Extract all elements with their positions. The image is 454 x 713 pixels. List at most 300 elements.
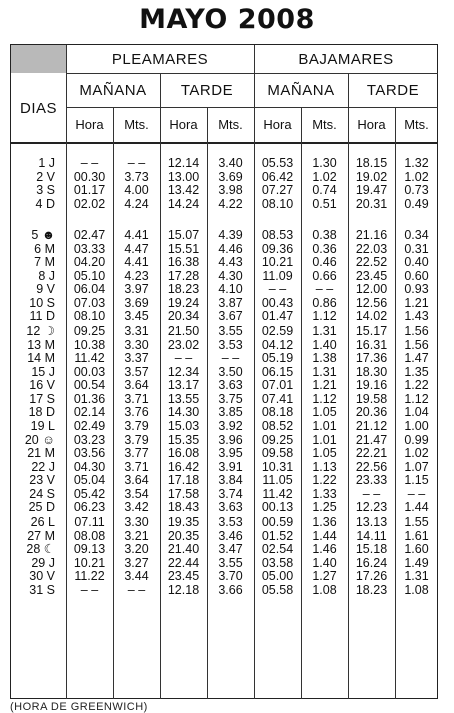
bajamar-tarde-mts-cell: 1.15 xyxy=(404,473,429,487)
pleamar-tarde-mts-cell: 3.98 xyxy=(218,183,243,197)
dia-cell: 31 S xyxy=(29,582,55,597)
table-header xyxy=(11,45,437,143)
pleamar-manana-hora-cell: 04.20 xyxy=(73,255,106,269)
bajamar-tarde-mts-cell: 0.49 xyxy=(404,196,429,211)
pleamar-tarde-mts-cell: 3.75 xyxy=(218,391,243,406)
bajamar-tarde-hora-cell: 12.56 xyxy=(355,295,388,310)
bajamar-manana-hora-cell: 08.18 xyxy=(261,405,294,419)
table-row xyxy=(11,339,437,353)
bajamar-tarde-hora-cell: 20.31 xyxy=(355,196,388,211)
pleamar-manana-mts-cell: – – xyxy=(127,582,146,597)
dia-cell: 29 J xyxy=(31,555,55,570)
pleamar-manana-mts-cell: 3.45 xyxy=(124,309,149,323)
pleamar-manana-hora-cell: 00.30 xyxy=(73,169,106,184)
mts-header: Mts. xyxy=(124,117,149,132)
bajamar-tarde-hora-cell: 15.17 xyxy=(355,324,388,338)
dia-cell: 9 V xyxy=(36,282,55,296)
bajamar-tarde-hora-cell: 16.31 xyxy=(355,337,388,352)
bajamar-tarde-hora-cell: 21.16 xyxy=(355,228,388,242)
pleamar-manana-mts-cell: 3.97 xyxy=(124,282,149,296)
pleamar-tarde-mts-cell: 4.10 xyxy=(218,282,243,296)
bajamar-manana-mts-cell: 1.12 xyxy=(312,391,337,406)
dia-cell: 12 ☽ xyxy=(26,324,55,338)
pleamar-tarde-mts-cell: 3.92 xyxy=(218,419,243,433)
pleamar-tarde-hora-cell: 15.51 xyxy=(167,241,200,256)
bajamar-tarde-mts-cell: 1.07 xyxy=(404,459,429,474)
bajamar-tarde-mts-cell: 1.56 xyxy=(404,337,429,352)
bajamar-tarde-mts-cell: 1.35 xyxy=(404,364,429,379)
table-row xyxy=(11,243,437,257)
pleamar-tarde-hora-cell: 21.50 xyxy=(167,324,200,338)
pleamar-tarde-mts-cell: 3.63 xyxy=(218,378,243,392)
pleamar-manana-mts-cell: 4.00 xyxy=(124,183,149,197)
pleamar-manana-mts-cell: 3.30 xyxy=(124,515,149,529)
bajamar-tarde-hora-cell: 19.47 xyxy=(355,183,388,197)
bajamar-tarde-mts-cell: 1.21 xyxy=(404,295,429,310)
pleamar-manana-mts-cell: 3.64 xyxy=(124,473,149,487)
pleamar-manana-mts-cell: 3.37 xyxy=(124,351,149,365)
bajamar-tarde-hora-cell: 18.30 xyxy=(355,364,388,379)
bajamar-tarde-hora-cell: 23.33 xyxy=(355,473,388,487)
bajamar-tarde-hora-cell: 15.18 xyxy=(355,542,388,556)
pleamar-manana-mts-cell: 4.24 xyxy=(124,196,149,211)
dia-cell: 6 M xyxy=(34,241,55,256)
pleamar-tarde-mts-cell: 4.46 xyxy=(218,241,243,256)
pleamar-manana-mts-cell: 4.41 xyxy=(124,255,149,269)
bajamar-tarde-hora-cell: 22.56 xyxy=(355,459,388,474)
bajamar-tarde-hora-cell: 20.36 xyxy=(355,405,388,419)
bajamar-manana-mts-cell: 0.38 xyxy=(312,228,337,242)
table-row xyxy=(11,171,437,185)
dia-cell: 2 V xyxy=(36,169,55,184)
bajamar-manana-hora-cell: 08.10 xyxy=(261,196,294,211)
bajamar-manana-mts-cell: 1.05 xyxy=(312,405,337,419)
pleamar-manana-mts-cell: 3.79 xyxy=(124,432,149,447)
bajamar-tarde-mts-cell: 1.32 xyxy=(404,156,429,170)
bajamar-manana-hora-cell: 02.59 xyxy=(261,324,294,338)
bajamar-tarde-hora-cell: 14.02 xyxy=(355,309,388,323)
bajamar-manana-mts-cell: 1.12 xyxy=(312,309,337,323)
table-row xyxy=(11,557,437,571)
bajamar-manana-hora-cell: 07.01 xyxy=(261,378,294,392)
bajamar-tarde-mts-cell: 0.31 xyxy=(404,241,429,256)
bajamar-manana-mts-cell: 1.40 xyxy=(312,337,337,352)
pleamar-tarde-mts-cell: 3.84 xyxy=(218,473,243,487)
pleamar-manana-mts-cell: 3.57 xyxy=(124,364,149,379)
bajamar-manana-mts-cell: 0.36 xyxy=(312,241,337,256)
table-row xyxy=(11,157,437,171)
bajamar-manana-mts-cell: – – xyxy=(315,282,334,296)
bajamar-tarde-header: TARDE xyxy=(366,81,420,99)
dia-cell: 15 J xyxy=(31,364,55,379)
pleamar-tarde-hora-cell: 17.58 xyxy=(167,486,200,501)
pleamar-manana-mts-cell: 4.47 xyxy=(124,241,149,256)
bajamar-tarde-hora-cell: 14.11 xyxy=(356,528,387,543)
bajamar-tarde-hora-cell: 12.00 xyxy=(355,282,388,296)
table-row xyxy=(11,530,437,544)
dia-cell: 4 D xyxy=(35,196,55,211)
pleamar-tarde-header: TARDE xyxy=(180,81,234,99)
pleamar-manana-mts-cell: 3.79 xyxy=(124,419,149,433)
pleamar-tarde-mts-cell: 3.50 xyxy=(218,364,243,379)
pleamar-manana-hora-cell: 06.23 xyxy=(73,500,106,514)
bajamar-manana-mts-cell: 1.21 xyxy=(312,378,337,392)
table-row xyxy=(11,366,437,380)
table-row xyxy=(11,447,437,461)
pleamar-manana-hora-cell: 04.30 xyxy=(73,459,106,474)
pleamar-tarde-hora-cell: 13.00 xyxy=(167,169,200,184)
bajamar-tarde-mts-cell: 1.22 xyxy=(404,378,429,392)
pleamar-manana-mts-cell: 4.23 xyxy=(124,268,149,283)
pleamar-tarde-mts-cell: 3.46 xyxy=(218,528,243,543)
bajamar-tarde-mts-cell: 1.02 xyxy=(404,169,429,184)
bajamar-tarde-mts-cell: 1.12 xyxy=(404,391,429,406)
pleamar-manana-hora-cell: 01.36 xyxy=(73,391,106,406)
bajamar-tarde-mts-cell: 0.60 xyxy=(404,268,429,283)
bajamar-manana-hora-cell: 01.52 xyxy=(261,528,294,543)
pleamar-tarde-hora-cell: 21.40 xyxy=(167,542,200,556)
pleamar-tarde-hora-cell: 18.23 xyxy=(167,282,200,296)
pleamar-tarde-hora-cell: 19.35 xyxy=(167,515,200,529)
pleamar-tarde-hora-cell: – – xyxy=(174,351,193,365)
bajamar-manana-hora-cell: 07.41 xyxy=(261,391,294,406)
pleamar-tarde-mts-cell: 4.39 xyxy=(218,228,243,242)
pleamar-tarde-hora-cell: 13.42 xyxy=(167,183,200,197)
bajamar-tarde-hora-cell: 18.23 xyxy=(355,582,388,597)
bajamares-header: BAJAMARES xyxy=(298,50,394,68)
bajamar-manana-hora-cell: 04.12 xyxy=(261,337,294,352)
dia-cell: 30 V xyxy=(29,569,55,583)
table-row xyxy=(11,461,437,475)
pleamar-manana-mts-cell: 3.73 xyxy=(124,169,149,184)
bajamar-manana-mts-cell: 0.66 xyxy=(312,268,337,283)
bajamar-manana-mts-cell: 1.01 xyxy=(312,419,337,433)
bajamar-manana-mts-cell: 1.27 xyxy=(312,569,337,583)
bajamar-tarde-mts-cell: 1.00 xyxy=(404,419,429,433)
pleamar-tarde-hora-cell: 12.18 xyxy=(167,582,200,597)
pleamar-tarde-mts-cell: 3.69 xyxy=(218,169,243,184)
table-row xyxy=(11,270,437,284)
bajamar-manana-mts-cell: 1.36 xyxy=(312,515,337,529)
pleamar-manana-hora-cell: 06.04 xyxy=(73,282,106,296)
table-row xyxy=(11,310,437,324)
bajamar-manana-hora-cell: 07.27 xyxy=(261,183,294,197)
bajamar-manana-hora-cell: 03.58 xyxy=(261,555,294,570)
dia-cell: 23 V xyxy=(29,473,55,487)
pleamar-manana-hora-cell: 01.17 xyxy=(73,183,106,197)
dia-cell: 1 J xyxy=(38,156,55,170)
pleamar-tarde-mts-cell: 4.30 xyxy=(218,268,243,283)
bajamar-manana-mts-cell: 1.30 xyxy=(312,156,337,170)
dia-cell: 27 M xyxy=(27,528,55,543)
pleamar-tarde-hora-cell: 16.38 xyxy=(167,255,200,269)
bajamar-manana-hora-cell: 08.52 xyxy=(261,419,294,433)
bajamar-tarde-mts-cell: 1.02 xyxy=(404,446,429,460)
pleamar-tarde-hora-cell: 19.24 xyxy=(167,295,200,310)
bajamar-manana-hora-cell: 11.42 xyxy=(262,486,293,501)
bajamar-tarde-hora-cell: 19.02 xyxy=(355,169,388,184)
pleamar-manana-hora-cell: 08.10 xyxy=(73,309,106,323)
pleamar-manana-hora-cell: 07.03 xyxy=(73,295,106,310)
table-row xyxy=(11,516,437,530)
pleamar-manana-mts-cell: 3.64 xyxy=(124,378,149,392)
dia-cell: 18 D xyxy=(28,405,55,419)
pleamar-manana-mts-cell: 3.71 xyxy=(124,459,149,474)
pleamar-manana-hora-cell: 11.22 xyxy=(74,569,105,583)
bajamar-manana-mts-cell: 1.02 xyxy=(312,169,337,184)
dia-cell: 22 J xyxy=(31,459,55,474)
pleamar-manana-mts-cell: 3.71 xyxy=(124,391,149,406)
table-row xyxy=(11,352,437,366)
pleamar-tarde-mts-cell: 3.96 xyxy=(218,432,243,447)
bajamar-tarde-hora-cell: 13.13 xyxy=(355,515,388,529)
bajamar-tarde-mts-cell: 1.49 xyxy=(404,555,429,570)
dia-cell: 26 L xyxy=(30,515,55,529)
bajamar-manana-hora-cell: 02.54 xyxy=(261,542,294,556)
bajamar-manana-hora-cell: 06.42 xyxy=(261,169,294,184)
pleamar-tarde-mts-cell: 3.95 xyxy=(218,446,243,460)
bajamar-tarde-hora-cell: 22.21 xyxy=(355,446,388,460)
dia-cell: 17 S xyxy=(29,391,55,406)
pleamar-tarde-hora-cell: 18.43 xyxy=(167,500,200,514)
table-row xyxy=(11,379,437,393)
hora-header: Hora xyxy=(169,117,198,132)
bajamar-manana-hora-cell: 00.59 xyxy=(261,515,294,529)
pleamar-manana-hora-cell: 02.02 xyxy=(73,196,106,211)
bajamar-manana-hora-cell: 11.05 xyxy=(262,473,293,487)
table-row xyxy=(11,420,437,434)
mts-header: Mts. xyxy=(218,117,243,132)
dia-cell: 21 M xyxy=(27,446,55,460)
pleamar-manana-hora-cell: 03.56 xyxy=(73,446,106,460)
hora-header: Hora xyxy=(75,117,104,132)
pleamar-tarde-mts-cell: 3.85 xyxy=(218,405,243,419)
bajamar-manana-hora-cell: 06.15 xyxy=(261,364,294,379)
bajamar-tarde-mts-cell: 1.56 xyxy=(404,324,429,338)
bajamar-manana-hora-cell: 00.13 xyxy=(261,500,294,514)
pleamar-manana-mts-cell: 3.69 xyxy=(124,295,149,310)
bajamar-manana-mts-cell: 1.08 xyxy=(312,582,337,597)
dia-cell: 10 S xyxy=(29,295,55,310)
dia-cell: 25 D xyxy=(28,500,55,514)
bajamar-manana-hora-cell: 09.36 xyxy=(261,241,294,256)
bajamar-manana-mts-cell: 1.22 xyxy=(312,473,337,487)
pleamar-manana-hora-cell: 03.33 xyxy=(73,241,106,256)
bajamar-manana-mts-cell: 1.31 xyxy=(312,364,337,379)
pleamar-manana-mts-cell: 3.27 xyxy=(124,555,149,570)
pleamar-tarde-mts-cell: 4.43 xyxy=(218,255,243,269)
bajamar-manana-mts-cell: 1.25 xyxy=(312,500,337,514)
bajamar-manana-hora-cell: 05.19 xyxy=(261,351,294,365)
pleamares-header: PLEAMARES xyxy=(111,50,209,68)
bajamar-tarde-mts-cell: 1.31 xyxy=(404,569,429,583)
pleamar-tarde-hora-cell: 17.18 xyxy=(167,473,200,487)
bajamar-tarde-mts-cell: 1.44 xyxy=(404,500,429,514)
bajamar-tarde-hora-cell: 17.36 xyxy=(355,351,388,365)
table-row xyxy=(11,325,437,339)
pleamar-manana-hora-cell: 02.49 xyxy=(73,419,106,433)
tide-table xyxy=(10,44,438,699)
bajamar-manana-mts-cell: 0.86 xyxy=(312,295,337,310)
dia-cell: 11 D xyxy=(29,309,55,323)
bajamar-manana-mts-cell: 1.13 xyxy=(312,459,337,474)
pleamar-manana-hora-cell: 09.25 xyxy=(73,324,106,338)
bajamar-manana-hora-cell: – – xyxy=(268,282,287,296)
pleamar-manana-mts-cell: 4.41 xyxy=(124,228,149,242)
dia-cell: 16 V xyxy=(29,378,55,392)
hora-header: Hora xyxy=(357,117,386,132)
pleamar-manana-mts-cell: – – xyxy=(127,156,146,170)
pleamar-tarde-mts-cell: 3.74 xyxy=(218,486,243,501)
bajamar-manana-mts-cell: 1.46 xyxy=(312,542,337,556)
pleamar-tarde-mts-cell: 3.40 xyxy=(218,156,243,170)
pleamar-manana-mts-cell: 3.76 xyxy=(124,405,149,419)
pleamar-manana-mts-cell: 3.54 xyxy=(124,486,149,501)
pleamar-manana-mts-cell: 3.21 xyxy=(124,528,149,543)
dia-cell: 5 ☻ xyxy=(31,228,55,242)
pleamar-tarde-hora-cell: 15.35 xyxy=(167,432,200,447)
table-row xyxy=(11,229,437,243)
dia-cell: 13 M xyxy=(27,337,55,352)
pleamar-tarde-hora-cell: 14.30 xyxy=(167,405,200,419)
dia-cell: 8 J xyxy=(38,268,55,283)
bajamar-manana-hora-cell: 08.53 xyxy=(261,228,294,242)
pleamar-manana-mts-cell: 3.31 xyxy=(124,324,149,338)
dia-cell: 24 S xyxy=(29,486,55,501)
pleamar-manana-hora-cell: – – xyxy=(80,156,99,170)
bajamar-tarde-mts-cell: 1.47 xyxy=(404,351,429,365)
pleamar-manana-mts-cell: 3.42 xyxy=(124,500,149,514)
bajamar-tarde-mts-cell: 0.93 xyxy=(404,282,429,296)
pleamar-tarde-hora-cell: 20.35 xyxy=(167,528,200,543)
bajamar-tarde-mts-cell: 0.34 xyxy=(404,228,429,242)
pleamar-tarde-mts-cell: 3.53 xyxy=(218,337,243,352)
pleamar-tarde-hora-cell: 12.34 xyxy=(167,364,200,379)
pleamar-manana-mts-cell: 3.30 xyxy=(124,337,149,352)
bajamar-tarde-mts-cell: 1.08 xyxy=(404,582,429,597)
bajamar-tarde-hora-cell: 17.26 xyxy=(355,569,388,583)
pleamar-tarde-hora-cell: 22.44 xyxy=(167,555,200,570)
table-row xyxy=(11,474,437,488)
table-row xyxy=(11,256,437,270)
pleamar-manana-hora-cell: 09.13 xyxy=(73,542,106,556)
pleamar-tarde-mts-cell: 3.55 xyxy=(218,324,243,338)
pleamar-tarde-hora-cell: 23.45 xyxy=(167,569,200,583)
pleamar-manana-mts-cell: 3.77 xyxy=(124,446,149,460)
pleamar-tarde-mts-cell: 3.91 xyxy=(218,459,243,474)
page-title: MAYO 2008 xyxy=(139,4,315,35)
table-row xyxy=(11,184,437,198)
bajamar-manana-header: MAÑANA xyxy=(267,81,335,99)
bajamar-tarde-hora-cell: 21.12 xyxy=(355,419,388,433)
bajamar-tarde-hora-cell: 22.52 xyxy=(355,255,388,269)
bajamar-tarde-mts-cell: – – xyxy=(407,486,426,501)
pleamar-manana-hora-cell: 03.23 xyxy=(73,432,106,447)
bajamar-tarde-hora-cell: 16.24 xyxy=(355,555,388,570)
bajamar-tarde-mts-cell: 0.40 xyxy=(404,255,429,269)
bajamar-manana-hora-cell: 05.58 xyxy=(261,582,294,597)
pleamar-manana-hora-cell: 10.38 xyxy=(73,337,106,352)
pleamar-tarde-mts-cell: 3.66 xyxy=(218,582,243,597)
table-row xyxy=(11,297,437,311)
pleamar-manana-hora-cell: 02.47 xyxy=(73,228,106,242)
pleamar-manana-hora-cell: – – xyxy=(80,582,99,597)
hora-header: Hora xyxy=(263,117,292,132)
pleamar-manana-hora-cell: 10.21 xyxy=(73,555,106,570)
pleamar-tarde-hora-cell: 16.08 xyxy=(167,446,200,460)
pleamar-tarde-mts-cell: 3.87 xyxy=(218,295,243,310)
dia-cell: 14 M xyxy=(27,351,55,365)
dia-cell: 19 L xyxy=(30,419,55,433)
dia-cell: 7 M xyxy=(34,255,55,269)
bajamar-tarde-hora-cell: 21.47 xyxy=(355,432,388,447)
bajamar-tarde-hora-cell: – – xyxy=(362,486,381,501)
pleamar-tarde-hora-cell: 15.03 xyxy=(167,419,200,433)
bajamar-tarde-hora-cell: 22.03 xyxy=(355,241,388,256)
table-row xyxy=(11,543,437,557)
bajamar-tarde-mts-cell: 1.61 xyxy=(404,528,429,543)
bajamar-manana-hora-cell: 05.53 xyxy=(261,156,294,170)
pleamar-tarde-hora-cell: 13.17 xyxy=(167,378,200,392)
pleamar-manana-hora-cell: 02.14 xyxy=(73,405,106,419)
bajamar-manana-hora-cell: 10.21 xyxy=(261,255,294,269)
bajamar-manana-mts-cell: 1.01 xyxy=(312,432,337,447)
bajamar-manana-hora-cell: 01.47 xyxy=(261,309,294,323)
bajamar-manana-mts-cell: 0.46 xyxy=(312,255,337,269)
mts-header: Mts. xyxy=(312,117,337,132)
table-row xyxy=(11,393,437,407)
header-corner-shade xyxy=(11,45,66,73)
table-row xyxy=(11,434,437,448)
bajamar-manana-mts-cell: 1.40 xyxy=(312,555,337,570)
pleamar-tarde-hora-cell: 15.07 xyxy=(167,228,200,242)
pleamar-manana-hora-cell: 11.42 xyxy=(74,351,105,365)
table-row xyxy=(11,198,437,212)
bajamar-tarde-hora-cell: 12.23 xyxy=(355,500,388,514)
bajamar-tarde-mts-cell: 0.73 xyxy=(404,183,429,197)
pleamar-tarde-hora-cell: 12.14 xyxy=(167,156,200,170)
bajamar-manana-hora-cell: 05.00 xyxy=(261,569,294,583)
pleamar-tarde-mts-cell: 3.53 xyxy=(218,515,243,529)
dias-header: DIAS xyxy=(19,99,57,117)
table-row xyxy=(11,488,437,502)
pleamar-manana-hora-cell: 05.42 xyxy=(73,486,106,501)
pleamar-tarde-mts-cell: 3.67 xyxy=(218,309,243,323)
mts-header: Mts. xyxy=(404,117,429,132)
pleamar-manana-hora-cell: 00.03 xyxy=(73,364,106,379)
table-row xyxy=(11,283,437,297)
table-row xyxy=(11,570,437,584)
pleamar-tarde-mts-cell: 3.47 xyxy=(218,542,243,556)
pleamar-tarde-hora-cell: 16.42 xyxy=(167,459,200,474)
bajamar-tarde-mts-cell: 1.60 xyxy=(404,542,429,556)
bajamar-tarde-hora-cell: 19.58 xyxy=(355,391,388,406)
bajamar-manana-mts-cell: 1.44 xyxy=(312,528,337,543)
bajamar-manana-hora-cell: 10.31 xyxy=(261,459,294,474)
pleamar-tarde-hora-cell: 23.02 xyxy=(167,337,200,352)
bajamar-tarde-mts-cell: 1.04 xyxy=(404,405,429,419)
pleamar-tarde-mts-cell: 3.70 xyxy=(218,569,243,583)
table-row xyxy=(11,584,437,598)
pleamar-manana-mts-cell: 3.20 xyxy=(124,542,149,556)
bajamar-manana-mts-cell: 1.31 xyxy=(312,324,337,338)
bajamar-tarde-hora-cell: 19.16 xyxy=(355,378,388,392)
dia-cell: 20 ☺ xyxy=(24,432,55,447)
pleamar-manana-hora-cell: 05.10 xyxy=(73,268,106,283)
pleamar-manana-mts-cell: 3.44 xyxy=(124,569,149,583)
bajamar-manana-mts-cell: 0.51 xyxy=(312,196,337,211)
pleamar-tarde-hora-cell: 17.28 xyxy=(167,268,200,283)
